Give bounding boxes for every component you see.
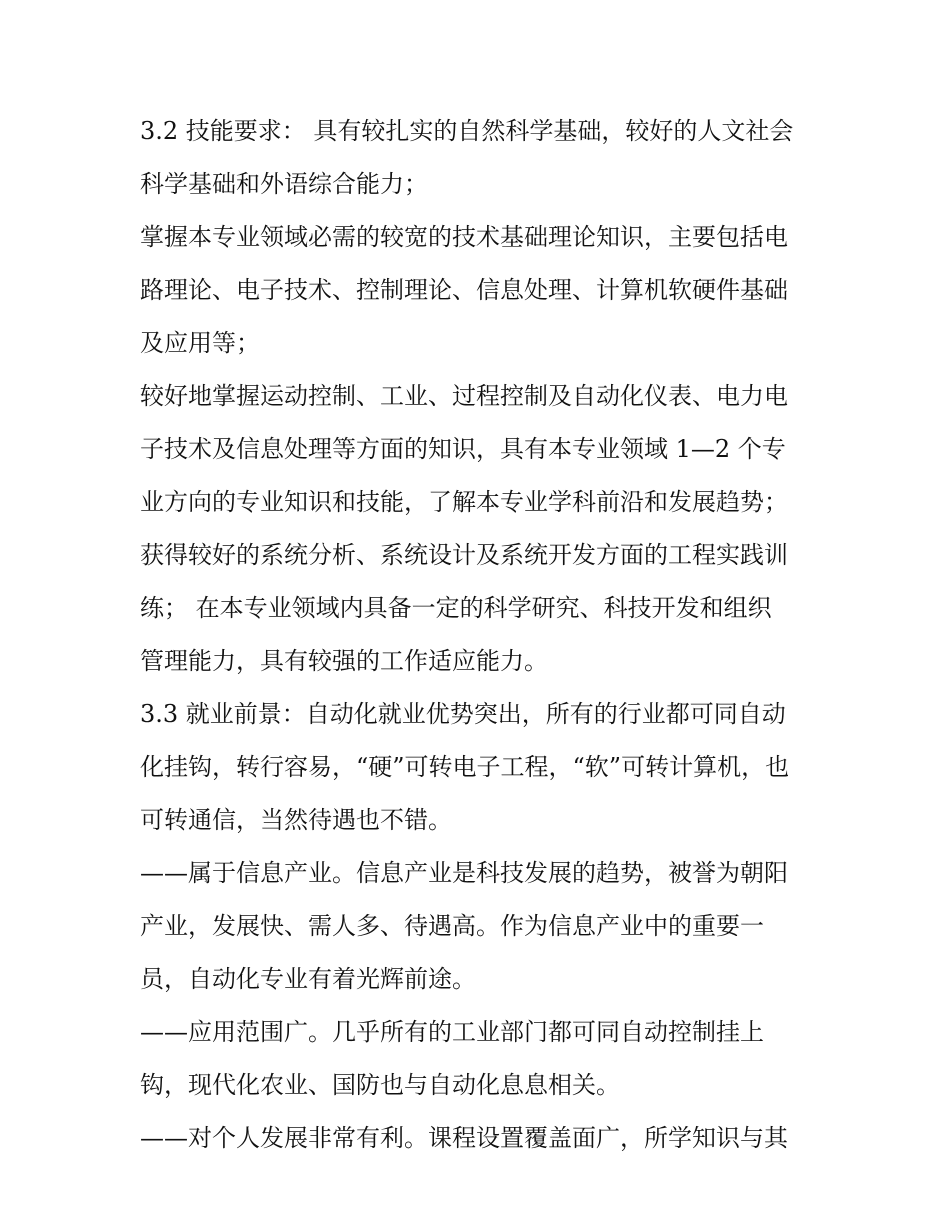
text-line: 练； 在本专业领域内具备一定的科学研究、科技开发和组织: [140, 594, 772, 622]
text-line: 3.2 技能要求： 具有较扎实的自然科学基础，较好的人文社会: [140, 117, 794, 145]
text-line: 员，自动化专业有着光辉前途。: [140, 965, 476, 993]
text-line: 及应用等；: [140, 329, 260, 357]
text-line: 化挂钩，转行容易，“硬”可转电子工程，“软”可转计算机，也: [140, 753, 790, 781]
text-line: 业方向的专业知识和技能，了解本专业学科前沿和发展趋势；: [140, 488, 788, 516]
text-line: ——应用范围广。几乎所有的工业部门都可同自动控制挂上: [140, 1018, 764, 1046]
text-line: 较好地掌握运动控制、工业、过程控制及自动化仪表、电力电: [140, 382, 788, 410]
text-line: 获得较好的系统分析、系统设计及系统开发方面的工程实践训: [140, 541, 788, 569]
text-line: 掌握本专业领域必需的较宽的技术基础理论知识，主要包括电: [140, 223, 788, 251]
text-line: 科学基础和外语综合能力；: [140, 170, 428, 198]
text-line: 管理能力，具有较强的工作适应能力。: [140, 647, 548, 675]
text-line: ——属于信息产业。信息产业是科技发展的趋势，被誉为朝阳: [140, 859, 788, 887]
text-line: 子技术及信息处理等方面的知识，具有本专业领域 1—2 个专: [140, 435, 786, 463]
text-line: 钩，现代化农业、国防也与自动化息息相关。: [140, 1071, 620, 1099]
text-line: 3.3 就业前景：自动化就业优势突出，所有的行业都可同自动: [140, 700, 786, 728]
text-line: 路理论、电子技术、控制理论、信息处理、计算机软硬件基础: [140, 276, 788, 304]
text-line: 可转通信，当然待遇也不错。: [140, 806, 452, 834]
text-line: 产业，发展快、需人多、待遇高。作为信息产业中的重要一: [140, 912, 764, 940]
document-body: [140, 110, 830, 1170]
text-line: ——对个人发展非常有利。课程设置覆盖面广，所学知识与其: [140, 1124, 788, 1152]
